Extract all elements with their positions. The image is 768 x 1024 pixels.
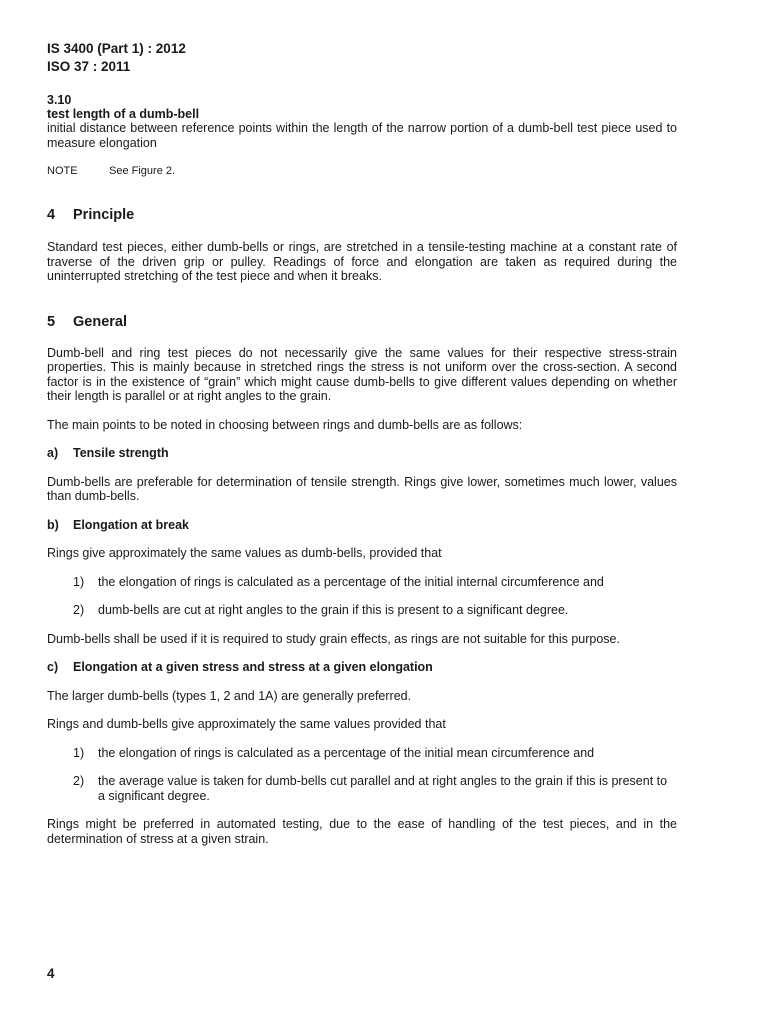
subsection-title: Elongation at break xyxy=(73,517,189,532)
subsection-b-heading xyxy=(47,518,677,533)
paragraph: Rings give approximately the same values as dumb-bells, provided that xyxy=(47,546,442,560)
list-number: 1) xyxy=(73,745,85,760)
list-text: dumb-bells are cut at right angles to the grain if this is present to a significant degree. xyxy=(98,603,569,617)
section-title: General xyxy=(73,313,127,330)
note-label: NOTE xyxy=(47,165,78,177)
section-number: 4 xyxy=(47,207,56,223)
paragraph: Rings might be preferred in automated testing, due to the ease of handling of the test pieces, and in the determination of stress at a given strain. xyxy=(47,817,677,846)
paragraph: Dumb-bells shall be used if it is required to study grain effects, as rings are not suitable for this purpose. xyxy=(47,631,620,646)
list-number: 2) xyxy=(73,603,85,617)
page-number: 4 xyxy=(47,966,55,981)
subsection-letter: c) xyxy=(47,660,59,674)
term-number: 3.10 xyxy=(47,93,72,107)
list-item xyxy=(73,746,677,761)
term-title: test length of a dumb-bell xyxy=(47,107,200,121)
paragraph: Dumb-bells are preferable for determination of tensile strength. Rings give lower, sometimes much lower, values than dumb-bells. xyxy=(47,474,677,503)
subsection-letter: b) xyxy=(47,517,59,532)
list-text: the elongation of rings is calculated as a percentage of the initial internal circumference and xyxy=(98,574,604,589)
subsection-c-heading xyxy=(47,660,677,675)
paragraph: The larger dumb-bells (types 1, 2 and 1A) are generally preferred. xyxy=(47,688,412,703)
document-page xyxy=(47,40,677,1000)
section-5 xyxy=(47,313,677,847)
section-heading xyxy=(47,206,677,224)
list-item xyxy=(73,603,677,618)
subsection-title: Tensile strength xyxy=(73,446,169,460)
paragraph: The main points to be noted in choosing between rings and dumb-bells are as follows: xyxy=(47,417,523,432)
subsection-title: Elongation at a given stress and stress at a given elongation xyxy=(73,660,433,674)
paragraph: Dumb-bell and ring test pieces do not necessarily give the same values for their respective stress-strain properties. This is mainly because in stretched rings the stress is not uniform over the cross-section. A second factor is in the existence of “grain” which might cause dumb-bells to give different values depending on whether their length is parallel or at right angles to the grain. xyxy=(47,345,677,403)
standard-is-number: IS 3400 (Part 1) : 2012 xyxy=(47,41,186,56)
subsection-letter: a) xyxy=(47,446,59,460)
note-text: See Figure 2. xyxy=(109,165,176,177)
standard-iso-number: ISO 37 : 2011 xyxy=(47,59,131,74)
list-number: 2) xyxy=(73,774,85,788)
paragraph: Rings and dumb-bells give approximately the same values provided that xyxy=(47,717,446,731)
term-3-10 xyxy=(47,93,677,178)
term-definition: initial distance between reference points within the length of the narrow portion of a dumb-bell test piece used to measure elongation xyxy=(47,121,677,150)
list-number: 1) xyxy=(73,574,85,589)
list-item xyxy=(73,575,677,590)
section-4 xyxy=(47,206,677,284)
list-text: the elongation of rings is calculated as a percentage of the initial mean circumference and xyxy=(98,745,595,760)
section-heading xyxy=(47,313,677,331)
paragraph: Standard test pieces, either dumb-bells or rings, are stretched in a tensile-testing machine at a constant rate of traverse of the driven grip or pulley. Readings of force and elongation are taken as required during the uninterrupted stretching of the test piece and when it breaks. xyxy=(47,240,677,283)
section-title: Principle xyxy=(73,207,135,223)
list-text: the average value is taken for dumb-bells cut parallel and at right angles to the grain if this is present to a significant degree. xyxy=(98,774,668,803)
list-item xyxy=(73,774,677,803)
term-note xyxy=(47,164,677,178)
section-number: 5 xyxy=(47,313,56,330)
subsection-a-heading xyxy=(47,446,677,461)
